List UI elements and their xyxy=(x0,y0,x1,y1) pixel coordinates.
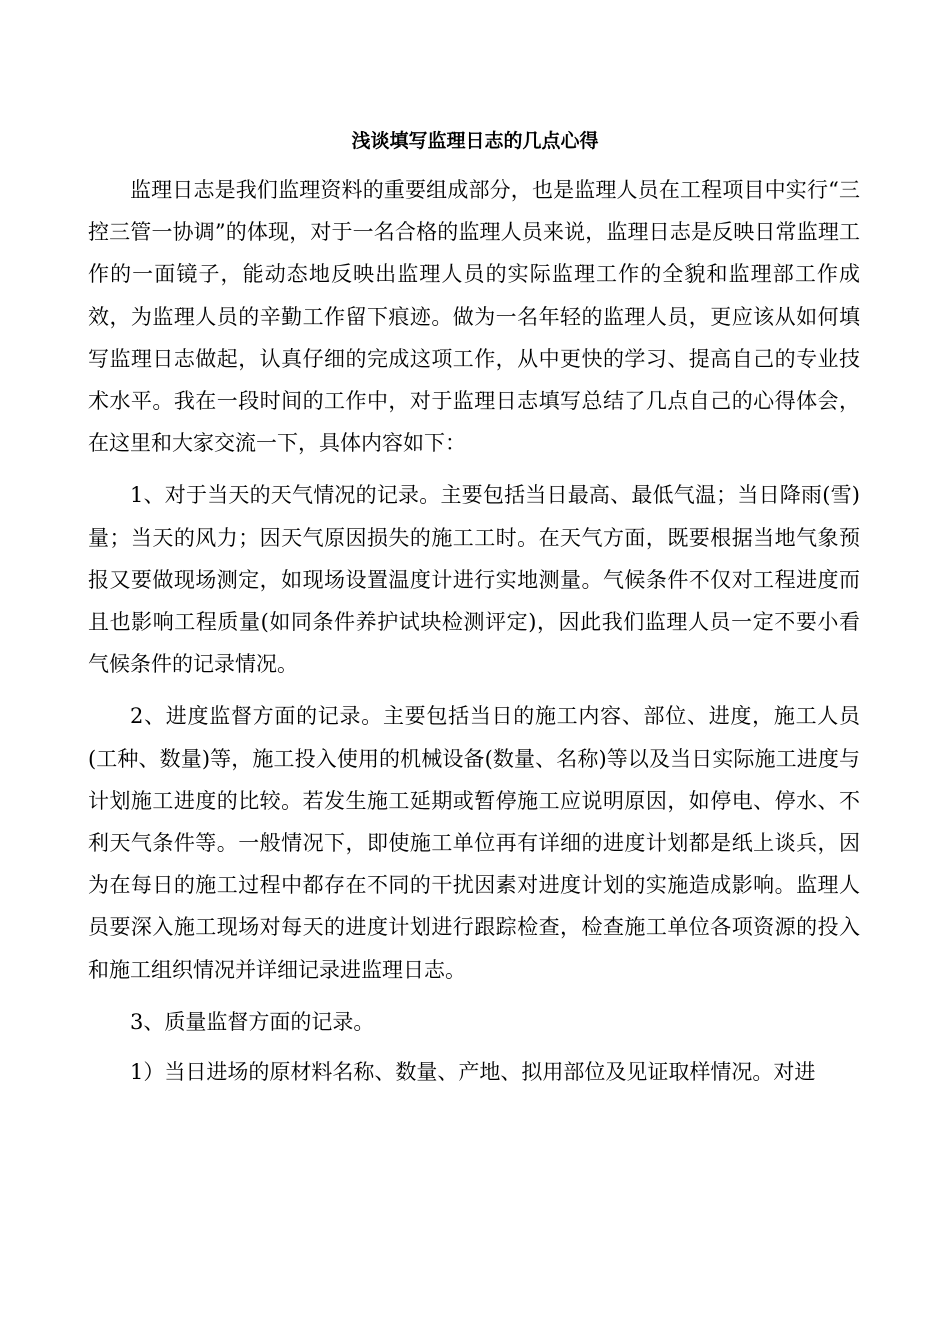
paragraph-progress: 2、进度监督方面的记录。主要包括当日的施工内容、部位、进度，施工人员(工种、数量)等，施工投入使用的机械设备(数量、名称)等以及当日实际施工进度与计划施工进度的比较。若发生施工延期或暂停施工应说明原因，如停电、停水、不利天气条件等。一般情况下，即使施工单位再有详细的进度计划都是纸上谈兵，因为在每日的施工过程中都存在不同的干扰因素对进度计划的实施造成影响。监理人员要深入施工现场对每天的进度计划进行跟踪检查，检查施工单位各项资源的投入和施工组织情况并详细记录进监理日志。 xyxy=(88,704,860,982)
document-title: 浅谈填写监理日志的几点心得 xyxy=(351,130,599,152)
document-body xyxy=(88,169,860,1093)
paragraph-weather: 1、对于当天的天气情况的记录。主要包括当日最高、最低气温；当日降雨(雪)量；当天的风力；因天气原因损失的施工工时。在天气方面，既要根据当地气象预报又要做现场测定，如现场设置温度计进行实地测量。气候条件不仅对工程进度而且也影响工程质量(如同条件养护试块检测评定)，因此我们监理人员一定不要小看气候条件的记录情况。 xyxy=(88,483,860,677)
paragraph-intro: 监理日志是我们监理资料的重要组成部分，也是监理人员在工程项目中实行“三控三管一协调”的体现，对于一名合格的监理人员来说，监理日志是反映日常监理工作的一面镜子，能动态地反映出监理人员的实际监理工作的全貌和监理部工作成效，为监理人员的辛勤工作留下痕迹。做为一名年轻的监理人员，更应该从如何填写监理日志做起，认真仔细的完成这项工作，从中更快的学习、提高自己的专业技术水平。我在一段时间的工作中，对于监理日志填写总结了几点自己的心得体会，在这里和大家交流一下，具体内容如下： xyxy=(88,178,860,456)
paragraph-quality-heading: 3、质量监督方面的记录。 xyxy=(130,1009,375,1034)
paragraph-materials: 1）当日进场的原材料名称、数量、产地、拟用部位及见证取样情况。对进 xyxy=(130,1060,816,1085)
